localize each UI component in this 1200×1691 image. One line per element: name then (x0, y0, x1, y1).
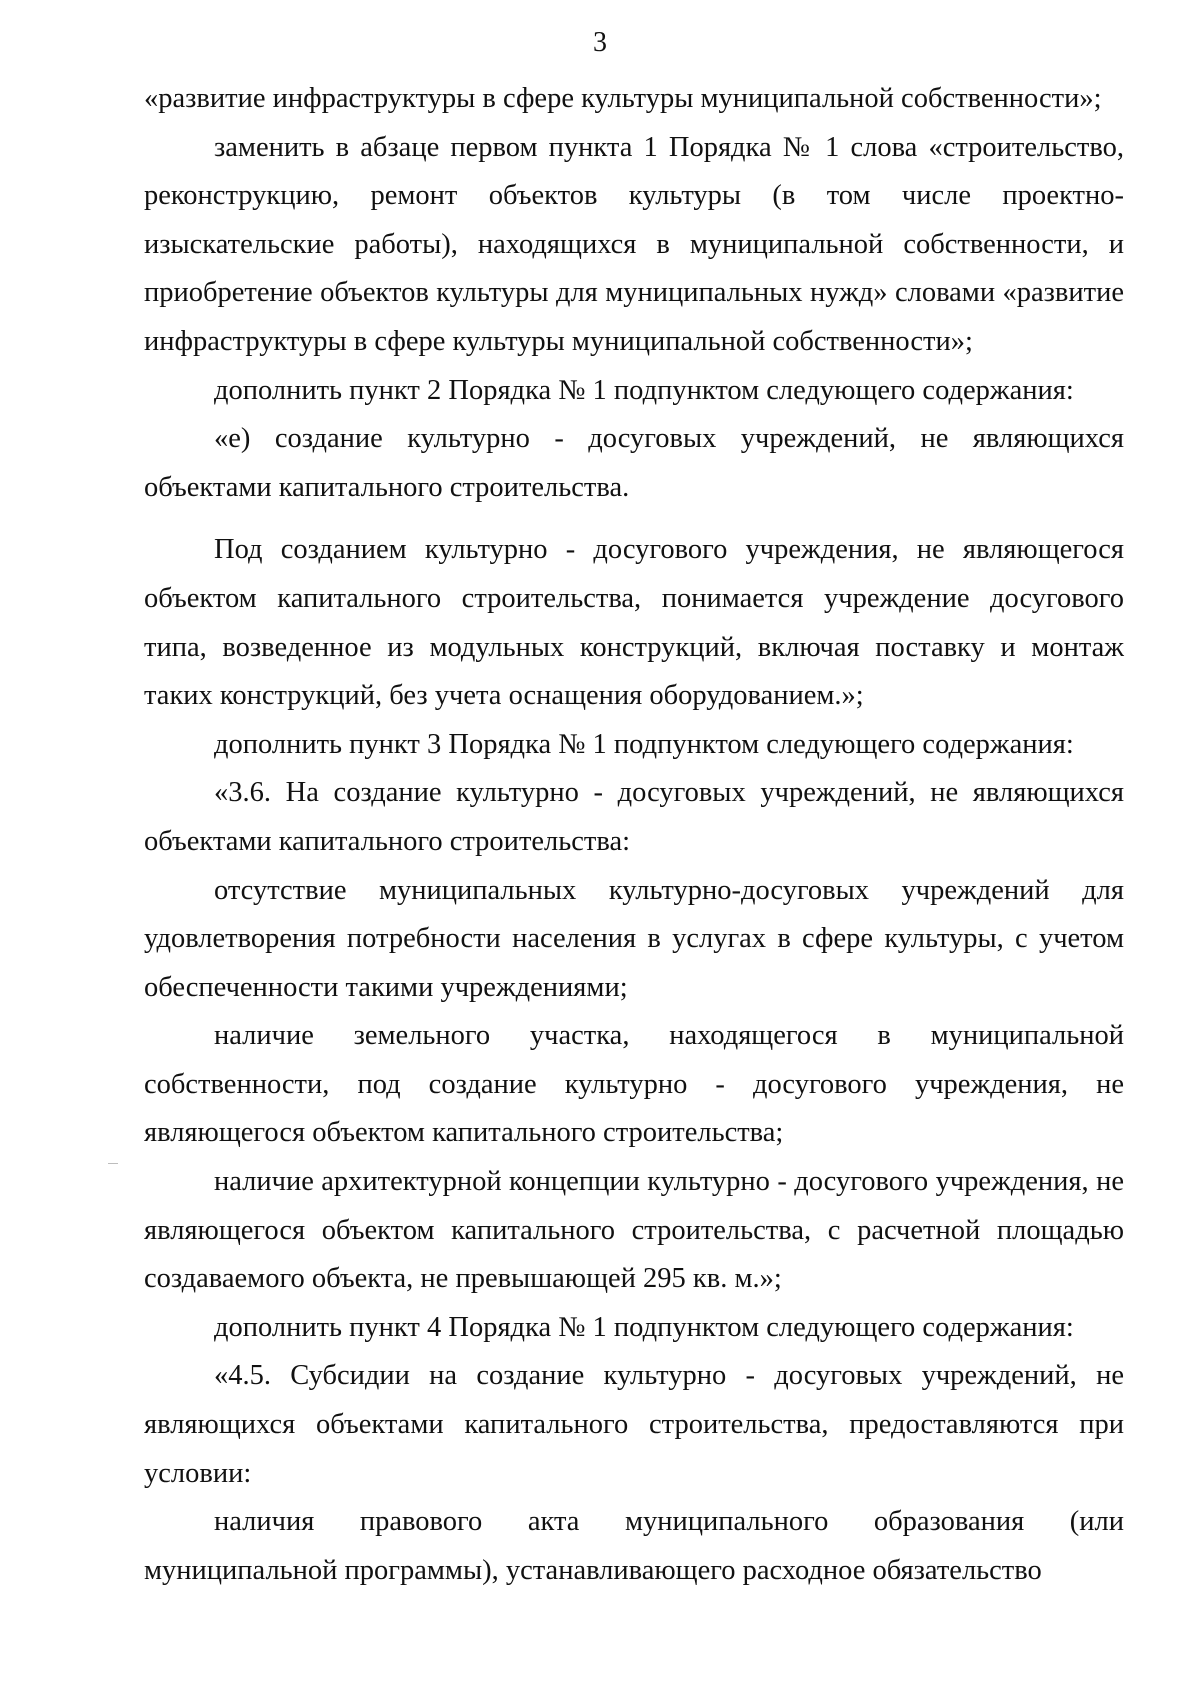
paragraph-7: «3.6. На создание культурно - досуговых учреждений, не являющихся объектами капитального строительства: (144, 777, 1124, 857)
paragraph-6: дополнить пункт 3 Порядка № 1 подпунктом следующего содержания: (214, 728, 1074, 760)
paragraph-4: «е) создание культурно - досуговых учреждений, не являющихся объектами капитального строительства. (144, 423, 1124, 503)
paragraph-1: «развитие инфраструктуры в сфере культуры муниципальной собственности»; (144, 83, 1102, 114)
paragraph-13: наличия правового акта муниципального образования (или муниципальной программы), устанавливающего расходное обязательство (144, 1506, 1124, 1586)
paragraph-5: Под созданием культурно - досугового учреждения, не являющегося объектом капитального строительства, понимается учреждение досугового типа, возведенное из модульных конструкций, включая поставку и монтаж таких конструкций, без учета оснащения оборудованием.»; (144, 534, 1124, 712)
paragraph-2: заменить в абзаце первом пункта 1 Порядка № 1 слова «строительство, реконструкцию, ремонт объектов культуры (в том числе проектно-изыскательские работы), находящихся в муниципальной собственности, и приобретение объектов культуры для муниципальных нужд» словами «развитие инфраструктуры в сфере культуры муниципальной собственности»; (144, 131, 1124, 357)
margin-mark (108, 1163, 118, 1164)
paragraph-10: наличие архитектурной концепции культурно - досугового учреждения, не являющегося объектом капитального строительства, с расчетной площадью создаваемого объекта, не превышающей 295 кв. м.»; (144, 1166, 1124, 1295)
paragraph-8: отсутствие муниципальных культурно-досуговых учреждений для удовлетворения потребности населения в услугах в сфере культуры, с учетом обеспеченности такими учреждениями; (144, 874, 1124, 1003)
page-number: 3 (593, 27, 607, 58)
document-body (144, 75, 1124, 1595)
paragraph-12: «4.5. Субсидии на создание культурно - досуговых учреждений, не являющихся объектами капитального строительства, предоставляются при условии: (144, 1360, 1124, 1489)
paragraph-3: дополнить пункт 2 Порядка № 1 подпунктом следующего содержания: (214, 374, 1074, 406)
paragraph-9: наличие земельного участка, находящегося в муниципальной собственности, под создание культурно - досугового учреждения, не являющегося объектом капитального строительства; (144, 1020, 1124, 1149)
paragraph-11: дополнить пункт 4 Порядка № 1 подпунктом следующего содержания: (214, 1311, 1074, 1343)
